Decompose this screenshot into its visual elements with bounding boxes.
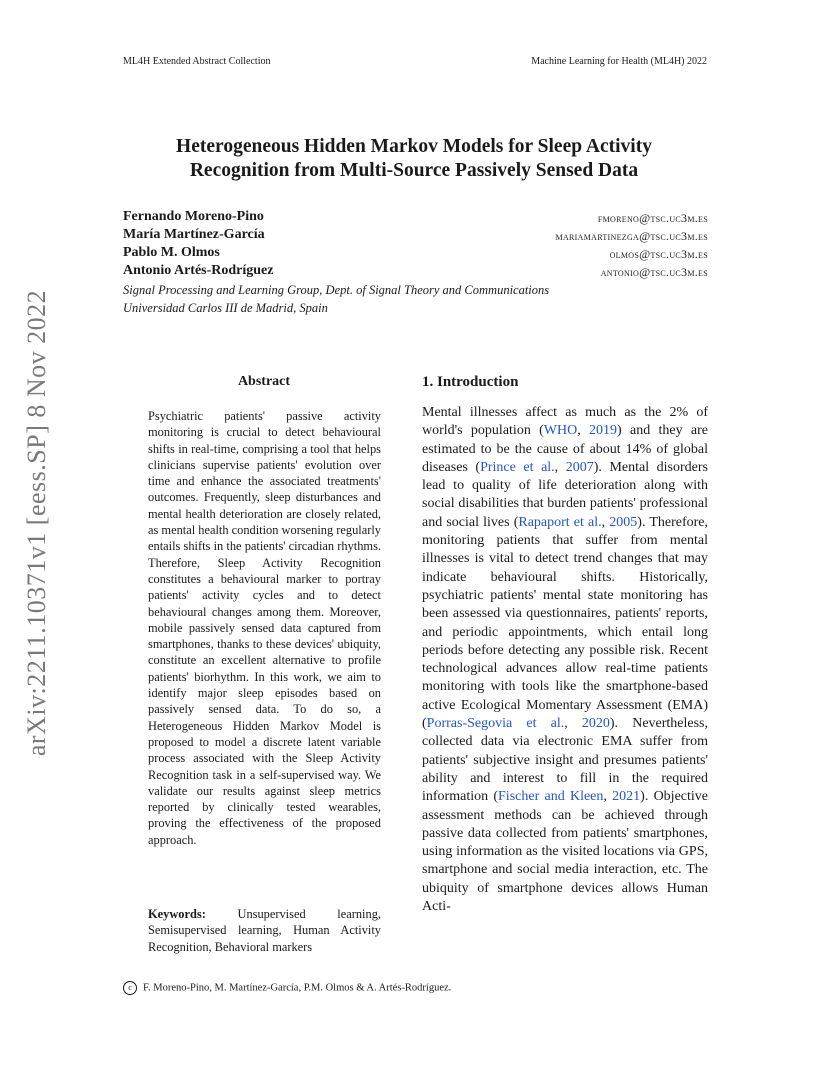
intro-text-segment: , <box>603 789 613 805</box>
keywords-text: Unsupervised learning, Semisupervised learning, Human Activity Recognition, Behavioral markers <box>148 907 381 954</box>
affiliation-line-2: Universidad Carlos III de Madrid, Spain <box>123 301 328 315</box>
intro-text-segment: , <box>554 459 566 475</box>
intro-text-segment: ). Therefore, monitoring patients that suffer from mental illnesses is vital to detect trend changes that may indicate behavioural shifts. Historically, psychiatric patients' mental state monitoring has been assessed via questionnaires, patients' reports, and periodic appointments, which entail long periods before detecting any possible risk. Recent technological advances allow real-time patients monitoring with tools like the smartphone-based active Ecological Momentary Assessment (EMA) ( <box>422 514 708 732</box>
introduction-text <box>422 404 708 916</box>
author-row <box>123 226 708 244</box>
title-line-1: Heterogeneous Hidden Markov Models for Sleep Activity <box>176 136 652 157</box>
abstract-heading: Abstract <box>237 374 291 389</box>
intro-text-segment: ). Nevertheless, collected data via electronic EMA suffer from patients' subjective insight and presumes patients' ability and interest to fill in the required information ( <box>422 716 709 805</box>
citation-link[interactable]: Rapaport et al. <box>518 514 602 530</box>
intro-text-segment: , <box>601 514 610 530</box>
author-row <box>123 208 708 226</box>
arxiv-stamp-text: arXiv:2211.10371v1 [eess.SP] 8 Nov 2022 <box>22 289 51 757</box>
section-heading-introduction: 1. Introduction <box>422 374 519 390</box>
author-row <box>123 262 708 280</box>
author-email[interactable]: mariamartinezga@tsc.uc3m.es <box>555 229 708 243</box>
intro-text-segment: ) and they are estimated to be the cause of about 14% of global diseases ( <box>422 423 708 475</box>
intro-text-segment: Mental illnesses affect as much as the 2% of world's population ( <box>422 405 708 439</box>
abstract-text: Psychiatric patients' passive activity monitoring is crucial to detect behavioural shifts in real-time, comprising a tool that helps clinicians supervise patients' evolution over time and enhance the associated treatments' outcomes. Frequently, sleep disturbances and mental health deterioration are closely related, as mental health condition worsening regularly entails shifts in the patients' circadian rhythms. Therefore, Sleep Activity Recognition constitutes a behavioural marker to portray patients' activity cycles and to detect behavioural changes among them. Moreover, mobile passively sensed data captured from smartphones, thanks to these devices' ubiquity, constitute an excellent alternative to profile patients' biorhythm. In this work, we aim to identify major sleep episodes based on passively sensed data. To do so, a Heterogeneous Hidden Markov Model is proposed to model a discrete latent variable process associated with the Sleep Activity Recognition task in a self-supervised way. We validate our results against sleep metrics reported by clinically tested wearables, proving the effectiveness of the proposed approach. <box>148 409 381 847</box>
author-email[interactable]: fmoreno@tsc.uc3m.es <box>597 211 708 225</box>
author-email[interactable]: olmos@tsc.uc3m.es <box>609 247 708 261</box>
author-name: Fernando Moreno-Pino <box>123 209 264 224</box>
citation-link[interactable]: Porras-Segovia et al. <box>426 716 565 732</box>
footer-text: F. Moreno-Pino, M. Martínez-García, P.M. Olmos & A. Artés-Rodríguez. <box>143 982 452 994</box>
affiliation-line-1: Signal Processing and Learning Group, Dept. of Signal Theory and Communications <box>123 283 550 297</box>
citation-link[interactable]: 2005 <box>609 514 638 530</box>
citation-link[interactable]: Fischer and Kleen <box>498 789 604 805</box>
intro-text-segment: ). Objective assessment methods can be achieved through passive data collected from patients' smartphones, using information as the visited locations via GPS, smartphone and social media interaction, etc. The ubiquity of smartphone devices allows Human Acti- <box>422 789 708 915</box>
keywords <box>148 906 381 955</box>
citation-link[interactable]: 2020 <box>581 716 610 732</box>
copyright-footer <box>123 981 451 995</box>
copyright-icon: c <box>123 981 137 995</box>
running-header-left: ML4H Extended Abstract Collection <box>123 56 271 67</box>
author-name: Antonio Artés-Rodríguez <box>123 263 274 278</box>
title-line-2: Recognition from Multi-Source Passively Sensed Data <box>189 160 639 181</box>
running-header-right: Machine Learning for Health (ML4H) 2022 <box>531 56 707 67</box>
citation-link[interactable]: WHO <box>543 423 578 439</box>
citation-link[interactable]: 2019 <box>589 423 618 439</box>
intro-text-segment: , <box>577 423 590 439</box>
author-name: Pablo M. Olmos <box>123 245 220 260</box>
intro-text-segment: ). Mental disorders lead to quality of life deterioration along with social disabilities that burden patients' professional and social lives ( <box>422 459 708 530</box>
author-email[interactable]: antonio@tsc.uc3m.es <box>600 265 708 279</box>
author-name: María Martínez-García <box>123 227 265 242</box>
keywords-label: Keywords: <box>148 907 206 921</box>
paper-title <box>100 135 728 183</box>
author-row <box>123 244 708 262</box>
arxiv-stamp <box>20 288 54 758</box>
author-list <box>123 208 708 280</box>
citation-link[interactable]: 2007 <box>565 459 594 475</box>
citation-link[interactable]: Prince et al. <box>480 459 555 475</box>
intro-text-segment: , <box>564 716 582 732</box>
citation-link[interactable]: 2021 <box>612 789 641 805</box>
